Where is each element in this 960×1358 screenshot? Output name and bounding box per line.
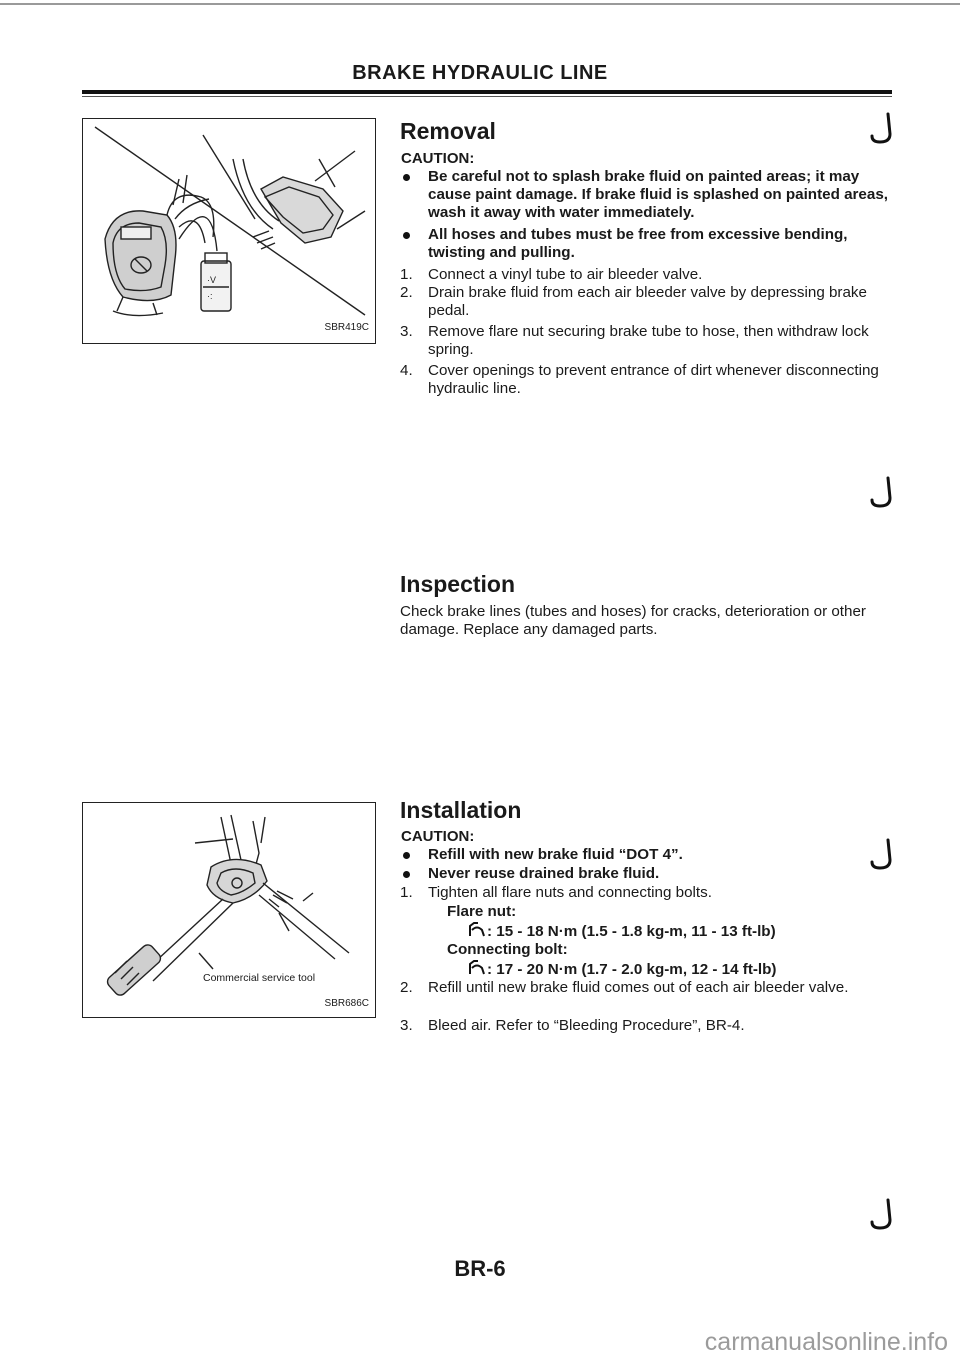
bullet-text: All hoses and tubes must be free from excessive bending, twisting and pulling. — [428, 226, 848, 261]
bullet-icon — [403, 871, 410, 878]
bullet-icon — [403, 852, 410, 859]
bullet-text: Never reuse drained brake fluid. — [428, 865, 660, 882]
removal-step — [400, 323, 896, 359]
figure-bleeder-drain — [82, 118, 376, 344]
top-border-line — [0, 3, 960, 5]
step-number: 1. — [400, 266, 413, 283]
removal-step — [400, 266, 896, 284]
watermark: carmanualsonline.info — [704, 1328, 948, 1356]
figure-flare-nut-wrench — [82, 802, 376, 1018]
header-rule-thin — [82, 96, 892, 97]
installation-step — [400, 884, 896, 902]
figure-code: SBR686C — [324, 998, 369, 1009]
checkmark-icon — [868, 476, 896, 510]
step-text: Drain brake fluid from each air bleeder valve by depressing brake pedal. — [428, 284, 867, 319]
checkmark-icon — [868, 1198, 896, 1232]
installation-step — [400, 1017, 896, 1035]
checkmark-icon — [868, 112, 896, 146]
header-rule — [82, 90, 892, 94]
step-text: Tighten all flare nuts and connecting bolts. — [428, 884, 712, 901]
step-number: 3. — [400, 1017, 413, 1034]
installation-caution-bullet — [400, 846, 896, 864]
step-number: 2. — [400, 284, 413, 301]
step-text: Cover openings to prevent entrance of dirt whenever disconnecting hydraulic line. — [428, 362, 879, 397]
installation-caution-label: CAUTION: — [401, 828, 475, 845]
flare-nut-torque — [468, 922, 776, 941]
bullet-icon — [403, 232, 410, 239]
removal-step — [400, 284, 896, 320]
torque-value: : 17 - 20 N·m (1.7 - 2.0 kg-m, 12 - 14 ft-lb) — [487, 961, 777, 978]
svg-text:·V: ·V — [207, 275, 216, 285]
inspection-text: Check brake lines (tubes and hoses) for cracks, deterioration or other damage. Replace any damaged parts. — [400, 603, 866, 638]
installation-step — [400, 979, 896, 997]
installation-caution-bullet — [400, 865, 896, 883]
flare-nut-label: Flare nut: — [447, 903, 517, 920]
figure-code: SBR419C — [324, 322, 369, 333]
removal-step — [400, 362, 896, 398]
removal-caution-bullet — [400, 168, 896, 222]
connecting-bolt-label: Connecting bolt: — [447, 941, 568, 958]
removal-caution-label: CAUTION: — [401, 150, 475, 167]
removal-heading: Removal — [400, 118, 496, 144]
installation-heading: Installation — [400, 797, 522, 823]
page-title: BRAKE HYDRAULIC LINE — [352, 62, 608, 84]
page-number: BR-6 — [454, 1256, 506, 1281]
step-text: Remove flare nut securing brake tube to hose, then withdraw lock spring. — [428, 323, 869, 358]
flare-nut-wrench-illustration — [83, 803, 375, 1017]
step-number: 4. — [400, 362, 413, 379]
bullet-text: Be careful not to splash brake fluid on painted areas; it may cause paint damage. If brake fluid is splashed on painted areas, wash it away with water immediately. — [428, 168, 888, 221]
step-number: 2. — [400, 979, 413, 996]
figure-label: Commercial service tool — [203, 972, 316, 984]
step-text: Refill until new brake fluid comes out of each air bleeder valve. — [428, 979, 849, 996]
bullet-text: Refill with new brake fluid “DOT 4”. — [428, 846, 683, 863]
step-text: Connect a vinyl tube to air bleeder valve. — [428, 266, 703, 283]
connecting-bolt-torque — [468, 960, 776, 979]
removal-caution-bullet — [400, 226, 896, 262]
torque-wrench-icon — [468, 960, 486, 976]
svg-text:·:: ·: — [207, 291, 213, 301]
step-number: 1. — [400, 884, 413, 901]
step-text: Bleed air. Refer to “Bleeding Procedure”, BR-4. — [428, 1017, 745, 1034]
step-number: 3. — [400, 323, 413, 340]
inspection-heading: Inspection — [400, 571, 516, 597]
bullet-icon — [403, 174, 410, 181]
torque-value: : 15 - 18 N·m (1.5 - 1.8 kg-m, 11 - 13 ft-lb) — [487, 923, 776, 940]
caliper-bleed-illustration — [83, 119, 375, 343]
torque-wrench-icon — [468, 922, 486, 938]
